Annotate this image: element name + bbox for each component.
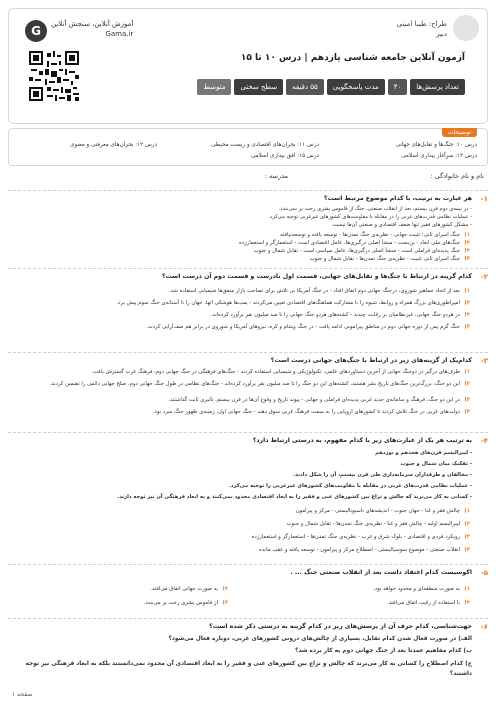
answer-option-1[interactable] bbox=[373, 585, 470, 593]
option-text: طرف‌های درگیر در دوجنگ جهانی از آخرین دستاوردهای علمی، تکنولوژیکی و شیمیایی استفاده کردند - جنگ‌های فرهنگی در جنگ جهانی دوم، فرهنگ غرب گسترش یافت. bbox=[91, 369, 460, 375]
answer-option-3[interactable] bbox=[18, 533, 470, 541]
question-text: هر عبارت به ترتیب، با کدام موضوع مرتبط است؟ bbox=[324, 195, 472, 202]
option-text: در این دو جنگ، فرهنگ و سامانه‌ی جدید غربی پدیده‌ای فراملی و جهانی - پیوند تاریخ و وقوع آن‌ها در قرن بیستم، تأثیری ثابت گذاشتند. bbox=[168, 397, 460, 403]
chip-duration-label: مدت پاسخگویی bbox=[327, 79, 385, 95]
site-info[interactable] bbox=[51, 19, 133, 39]
option-text: رویکرد فردی و اقتصادی - بلوک شرق و غرب - نظریه‌ی جنگ تمدن‌ها - استعمارگر و استعمارزده bbox=[251, 534, 460, 540]
question-number: ۳- bbox=[480, 357, 488, 365]
page-number: صفحه ۱ bbox=[12, 691, 33, 698]
question-text: جهت‌شناسی، کدام حرف آن از پرسش‌های زیر در کدام گزینه به درستی ذکر شده است؟ bbox=[209, 623, 472, 630]
gama-logo-icon: G bbox=[25, 20, 47, 42]
answer-option-4[interactable] bbox=[144, 599, 228, 607]
question-number: ۴- bbox=[480, 437, 488, 445]
answer-option-2[interactable] bbox=[18, 299, 470, 307]
option-text: بعد از اتحاد جماهیر شوروی، درجنگ جهانی دوم اتفاق افتاد - در جنگ آمریکا بی تلاش برای تصاحب بازار متفق‌ها شیمیایی استفاده شد. bbox=[168, 288, 460, 294]
statement-line: - مشکل کشورهای فقیر تنها ضعف اقتصادی و صنعتی آن‌ها نیست. bbox=[331, 222, 472, 228]
answer-option-3[interactable] bbox=[387, 599, 470, 607]
chip-difficulty-label: سطح سختی bbox=[234, 79, 283, 95]
answer-option-4[interactable] bbox=[18, 408, 470, 416]
option-text: با استفاده از رقیب اتفاق می‌افتد. bbox=[386, 600, 460, 606]
option-number: ۴) bbox=[464, 324, 470, 330]
answer-option-4[interactable] bbox=[18, 546, 470, 554]
topic-item: درس ۱۰: جنگ‌ها و تقابل‌های جهانی bbox=[395, 142, 477, 148]
option-text: به صورت جهانی اتفاق می‌افتد. bbox=[150, 586, 218, 592]
statement-line: - عملیات نظامی قدرت‌های غربی در مقابله با مقاومت‌های کشورهای غیرغربی را توجیه می‌کرد. bbox=[228, 483, 472, 489]
option-text: جنگ پدیده‌ای فراملی است - منشأ اصلی درگیری‌ها، عامل سیاسی است - تقابل شمال و جنوب bbox=[253, 248, 460, 254]
exam-title: آزمون آنلاین جامعه شناسی یازدهم | درس ۱۰ تا ۱۵ bbox=[240, 53, 465, 63]
option-number: ۴) bbox=[464, 547, 470, 553]
topic-item: درس ۱۱: بحران‌های اقتصادی و زیست محیطی bbox=[211, 142, 319, 148]
option-number: ۱) bbox=[464, 586, 470, 592]
topic-item: درس ۱۵: افق بیداری اسلامی bbox=[251, 153, 319, 159]
student-name-label: نام و نام خانوادگی : bbox=[430, 172, 484, 180]
option-number: ۲) bbox=[464, 521, 470, 527]
question-text: اکوسیست کدام اعتقاد داشت بعد از انقلاب صنعتی جنگ ... . bbox=[290, 569, 472, 576]
statement-line: - لیبرالیسم قرن‌های هجدهم و نوزدهم bbox=[375, 450, 472, 456]
exam-header bbox=[8, 8, 488, 124]
option-number: ۴) bbox=[464, 409, 470, 415]
qr-code-icon bbox=[29, 51, 79, 101]
option-number: ۱) bbox=[464, 288, 470, 294]
topic-item: درس ۱۲: بحران‌های معرفتی و معنوی bbox=[70, 142, 157, 148]
answer-option-2[interactable] bbox=[150, 585, 228, 593]
question-1 bbox=[8, 190, 488, 267]
option-number: ۳) bbox=[464, 534, 470, 540]
option-text: امپراطوری‌های بزرگ همراه و روابط، شیوه را با مشارکت هماهنگ‌های اقتصادی تعیین می‌کردند - بمب‌ها هوشکی اتها، جهان را تا آستانه‌ی جنگ سوم پیش برد. bbox=[116, 300, 460, 306]
question-number: ۱- bbox=[480, 195, 488, 203]
answer-option-4[interactable] bbox=[18, 255, 470, 263]
statement-line: - عملیات نظامی قدرت‌های غربی را در مقابله با مقاومت‌های کشورهای غیرغربی توجیه می‌کرد. bbox=[268, 214, 472, 220]
option-text: چالش فقر و غنا - جهان جنوب - اندیشه‌های ناسیونالیستی - مرکز و پیرامون bbox=[295, 508, 460, 514]
option-number: ۳) bbox=[464, 312, 470, 318]
answer-option-2[interactable] bbox=[18, 380, 470, 388]
answer-option-2[interactable] bbox=[18, 239, 470, 247]
topics-tag: توضیحات bbox=[442, 128, 477, 137]
answer-option-3[interactable] bbox=[18, 247, 470, 255]
option-text: جنگ اسرای ثانی؛ تثبیت جهانی - نظریه‌ی جنگ تمدن‌ها - توسعه یافته و توسعه‌نیافته bbox=[280, 232, 460, 238]
exam-info-chips bbox=[197, 79, 465, 95]
option-number: ۲) bbox=[464, 381, 470, 387]
option-number: ۳) bbox=[464, 248, 470, 254]
option-text: این دو جنگ، بزرگ‌ترین جنگ‌های تاریخ بشر هستند، کشته‌های این دو جنگ را تا صد میلیون نفر برآورد کرده‌اند - جنگ‌های نظامی در طول جنگ جهانی دوم، صلح جهانی دائمی را تضمین کردند. bbox=[49, 381, 460, 387]
chip-duration-value: ۵۵ دقیقه bbox=[286, 79, 324, 95]
site-name: آموزش آنلاین، سنجش آنلاین bbox=[51, 20, 134, 28]
option-number: ۲) bbox=[464, 240, 470, 246]
designer-info bbox=[397, 19, 447, 39]
option-number: ۲) bbox=[222, 586, 228, 592]
statement-line: - در نیمه‌ی دوم قرن بیستم، بعد از انقلاب صنعتی، جنگ از قاموس بشری رخت بر نمی‌بندد. bbox=[278, 206, 472, 212]
chip-question-count-label: تعداد پرسش‌ها bbox=[410, 79, 465, 95]
question-number: ۲- bbox=[480, 273, 488, 281]
topics-box bbox=[8, 128, 488, 166]
option-number: ۳) bbox=[464, 600, 470, 606]
option-number: ۴) bbox=[464, 256, 470, 262]
question-text: کدام گزینه در ارتباط با جنگ‌ها و تقابل‌های جهانی، قسمت اول نادرست و قسمت دوم آن درست است؟ bbox=[162, 273, 472, 280]
option-number: ۲) bbox=[464, 300, 470, 306]
answer-option-1[interactable] bbox=[18, 368, 470, 376]
option-number: ۱) bbox=[464, 369, 470, 375]
option-text: انقلاب صنعتی - موضوع سوسیالیستی - اصطلاح مرکز و پیرامون - توسعه یافته و عقب مانده bbox=[259, 547, 460, 553]
option-number: ۴) bbox=[222, 600, 228, 606]
question-5 bbox=[8, 564, 488, 617]
chip-question-count-value: ۴۰ bbox=[388, 79, 408, 95]
site-url[interactable]: Gama.ir bbox=[105, 30, 134, 38]
option-text: از قاموس بشری رخت بر می‌بندد. bbox=[143, 600, 218, 606]
option-number: ۱) bbox=[464, 232, 470, 238]
option-text: جنگ گرم پس از دوره جهانی دوم در مناطق پیرامونی ادامه یافت - در جنگ ویتنام و کره، نیروهای آمریکا و شوروی در برابر هم صف‌آرایی کردند. bbox=[146, 324, 460, 330]
statement-line: - کسانی به کار می‌برند که چالش و نزاع بین کشورهای غنی و فقیر را به ابعاد اقتصادی محدود نمی‌کنند و به ابعاد فرهنگی آن نیز توجه دارند. bbox=[117, 494, 472, 500]
designer-role: دبیر bbox=[435, 30, 447, 38]
option-text: جنگ اسرای ثانی تثبیت - نظریه‌ی جنگ تمدن‌ها - تقابل شمال و جنوب bbox=[309, 256, 460, 262]
answer-option-1[interactable] bbox=[18, 231, 470, 239]
answer-option-3[interactable] bbox=[18, 311, 470, 319]
question-number: ۵- bbox=[480, 569, 488, 577]
answer-option-1[interactable] bbox=[18, 507, 470, 515]
option-text: جنگ‌های ملی ابعاد - بن‌بست - منشأ اصلی درگیری‌ها، عامل اقتصادی است - استعمارگر و استعمارزده bbox=[238, 240, 460, 246]
question-text: کدام‌یک از گزینه‌های زیر در ارتباط با جنگ‌های جهانی درست است؟ bbox=[270, 357, 472, 364]
question-4 bbox=[8, 432, 488, 563]
question-3 bbox=[8, 352, 488, 427]
statement-line: - تفکیک میان شمال و جنوب bbox=[400, 461, 472, 467]
option-number: ۳) bbox=[464, 397, 470, 403]
answer-option-4[interactable] bbox=[18, 323, 470, 331]
option-text: لیبرالیسم اولیه - چالش فقر و غنا - نظریه‌ی جنگ تمدن‌ها - تقابل شمال و جنوب bbox=[286, 521, 460, 527]
statement-line: الف) در صورت فعال شدن کدام تقابل، بسیاری از چالش‌های درونی کشورهای غربی، دوباره فعال می‌شود؟ bbox=[168, 636, 472, 642]
school-label: مدرسه : bbox=[264, 172, 288, 180]
option-text: دولت‌های غربی در جنگ تلاش کردند تا کشورهای اروپایی را به سمت فرهنگ غربی سوق دهند - جنگ جهانی اول، زمینه‌ی ظهور جنگ سرد بود. bbox=[152, 409, 460, 415]
topic-item: درس ۱۳: سرآغاز بیداری اسلامی bbox=[401, 153, 477, 159]
option-text: در هردو جنگ جهانی، غیرنظامیان بر رقابت چندند - کشته‌های هردو جنگ جهانی را تا صد میلیون نفر برآورد کرده‌اند. bbox=[210, 312, 460, 318]
statement-line: - مخالفان و طرفداران سرمایه‌داری طی قرن بیستم، آن را شکل دادند. bbox=[293, 472, 472, 478]
answer-option-1[interactable] bbox=[18, 287, 470, 295]
question-2 bbox=[8, 268, 488, 353]
student-name-bar bbox=[8, 168, 488, 184]
statement-line: ج) کدام اصطلاح را کسانی به کار می‌برند که چالش و نزاع بین کشورهای غنی و فقیر را به ابعاد اقتصادی آن محدود نمی‌دانستند بلکه به ابعاد فرهنگی نیز توجه داشتند؟ bbox=[25, 661, 472, 677]
answer-option-3[interactable] bbox=[18, 396, 470, 404]
question-6 bbox=[8, 618, 488, 689]
question-text: به ترتیب هر یک از عبارت‌های زیر با کدام مفهوم، به درستی ارتباط دارد؟ bbox=[252, 437, 472, 444]
chip-difficulty-value: متوسط bbox=[197, 79, 231, 95]
statement-line: ب) کدام مفاهیم عمدتاً بعد از جنگ جهانی دوم به کار برده شد؟ bbox=[295, 648, 472, 654]
option-number: ۱) bbox=[464, 508, 470, 514]
question-number: ۶- bbox=[480, 623, 488, 631]
designer-name: طراح: طیبا امینی bbox=[396, 20, 447, 28]
answer-option-2[interactable] bbox=[18, 520, 470, 528]
option-text: به صورت منطقه‌ای و محدود خواهد بود. bbox=[373, 586, 460, 592]
avatar bbox=[453, 15, 479, 41]
